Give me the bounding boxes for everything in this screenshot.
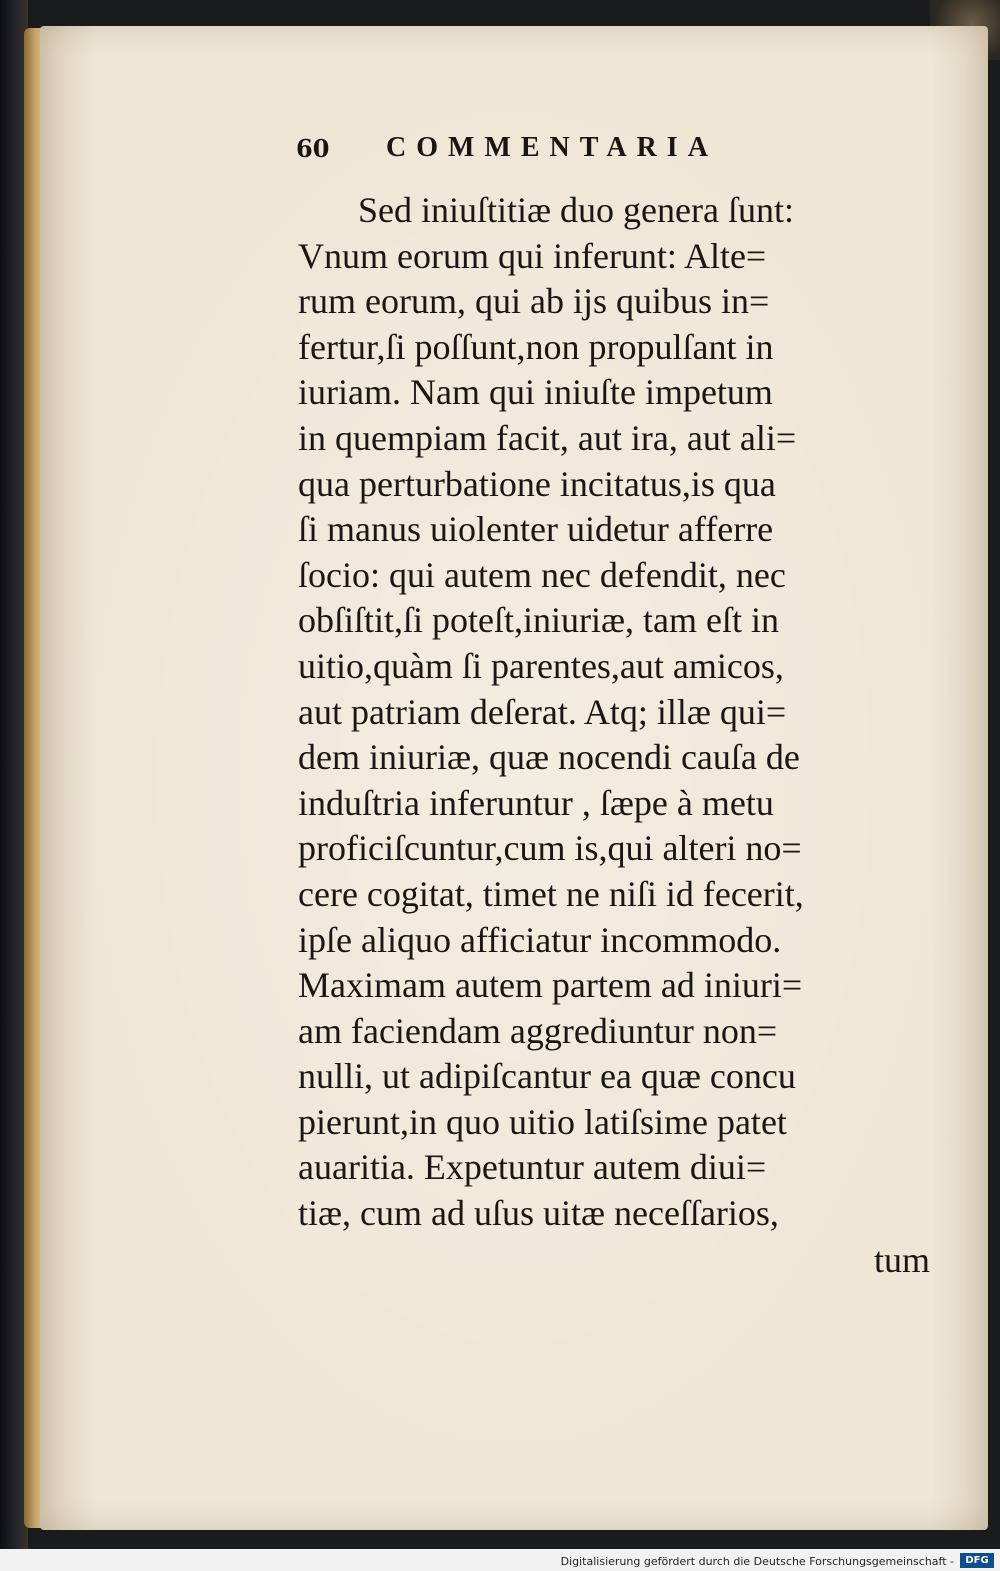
text-line: uitio,quàm ſi parentes,aut amicos,	[298, 645, 784, 686]
text-line: aut patriam deſerat. Atq; illæ qui=	[298, 691, 787, 732]
text-line: Vnum eorum qui inferunt: Alte=	[298, 235, 767, 276]
body-text	[298, 188, 938, 1237]
text-line: pierunt,in quo uitio latiſsime patet	[298, 1101, 787, 1142]
text-line: obſiſtit,ſi poteſt,iniuriæ, tam eſt in	[298, 600, 779, 641]
text-line: rum eorum, qui ab ijs quibus in=	[298, 281, 770, 322]
text-line: cere cogitat, timet ne niſi id fecerit,	[298, 873, 804, 914]
text-line: ſocio: qui autem nec defendit, nec	[298, 554, 786, 595]
funding-credit: Digitalisierung gefördert durch die Deutsche Forschungsgemeinschaft -	[560, 1555, 954, 1568]
text-line: qua perturbatione incitatus,is qua	[298, 463, 776, 504]
dfg-logo: DFG	[960, 1553, 994, 1568]
catchword: tum	[873, 1240, 930, 1280]
text-line: proficiſcuntur,cum is,qui alteri no=	[298, 828, 802, 869]
running-head	[296, 128, 816, 168]
text-line: in quempiam facit, aut ira, aut ali=	[298, 417, 797, 458]
running-head-title: COMMENTARIA	[386, 132, 718, 163]
text-line: dem iniuriæ, quæ nocendi cauſa de	[298, 737, 800, 778]
text-line: fertur,ſi poſſunt,non propulſant in	[298, 326, 774, 367]
text-line: Maximam autem partem ad iniuri=	[298, 965, 803, 1006]
text-line: ipſe aliquo afficiatur incommodo.	[298, 919, 782, 960]
page-number: 60	[296, 133, 330, 163]
text-line: nulli, ut adipiſcantur ea quæ concu	[298, 1056, 796, 1097]
text-line: iuriam. Nam qui iniuſte impetum	[298, 372, 773, 413]
digitization-footer	[0, 1549, 1000, 1571]
text-line: auaritia. Expetuntur autem diui=	[298, 1147, 767, 1188]
text-line: am faciendam aggrediuntur non=	[298, 1010, 778, 1051]
text-line: induſtria inferuntur , ſæpe à metu	[298, 782, 774, 823]
text-line: Sed iniuſtitiæ duo genera ſunt:	[358, 190, 794, 230]
text-line: ſi manus uiolenter uidetur afferre	[298, 509, 774, 550]
text-line: tiæ, cum ad uſus uitæ neceſſarios,	[298, 1193, 779, 1234]
